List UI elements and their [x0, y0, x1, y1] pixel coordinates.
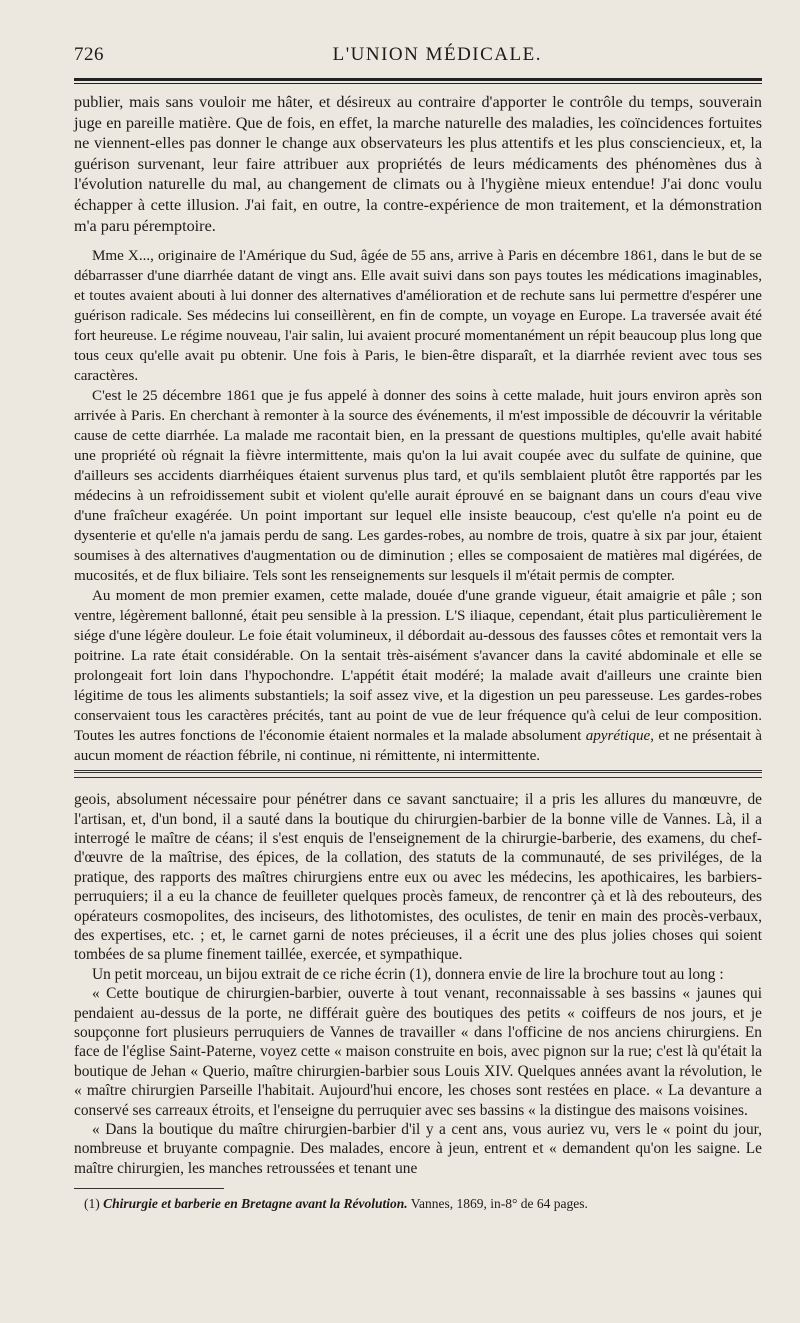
paragraph-exam-text: Au moment de mon premier examen, cette malade, douée d'une grande vigueur, était amaigrie et pâle ; son ventre, légèrement ballonné, était peu sensible à la pression. L'S iliaque, cependant, était plus particulièrement le siége d'une légère douleur. Le foie était volumineux, il débordait au-dessous des fausses côtes et remontait vers la poitrine. La rate était considérable. On la sentait très-aisément s'avancer dans la cavité abdominale et elle se prolongeait fort loin dans l'hypochondre. L'appétit était modéré; la malade avait d'ailleurs une crainte bien légitime de tous les aliments substantiels; la soif assez vive, et la digestion un peu paresseuse. Les gardes-robes conservaient tous les caractères précités, tant au point de vue de leur fréquence qu'à celui de leur composition. Toutes les autres fonctions de l'économie étaient normales et la malade absolument — [74, 588, 762, 745]
page-number: 726 — [74, 44, 104, 65]
footnote-details: Vannes, 1869, in-8° de 64 pages. — [410, 1196, 588, 1212]
lower-column — [74, 778, 762, 1178]
running-head: L'UNION MÉDICALE. — [332, 44, 542, 65]
paragraph-feuilleton: geois, absolument nécessaire pour pénétrer dans ce savant sanctuaire; il a pris les allures du manœuvre, de l'artisan, et, d'un bond, il a sauté dans la boutique du chirurgien-barbier de la bonne ville de Vannes. Là, il a interrogé le maître de céans; il s'est enquis de l'enseignement de la chirurgie-barberie, des examens, du chef-d'œuvre de la maîtrise, des épices, de la collation, des statuts de la communauté, de ses priviléges, de la pratique, des rapports des maîtres chirurgiens entre eux ou avec les médecins, les apothicaires, les barbiers-perruquiers; il a eu la chance de feuilleter quelques procès fameux, de rencontrer çà et là des rebouteurs, des opérateurs cosmopolites, des inciseurs, des lithotomistes, des oculistes, de tenir en main des procès-verbaux, des expertises, etc. ; et, le carnet garni de notes précieuses, il a écrit une des plus jolies choses qui soient tombées de sa plume finement taillée, exercée, et sympathique. — [74, 791, 762, 964]
paragraph-history: C'est le 25 décembre 1861 que je fus appelé à donner des soins à cette malade, huit jours environ après son arrivée à Paris. En cherchant à remonter à la source des événements, il m'est impossible de découvrir la véritable cause de cette diarrhée. La malade me racontait bien, en la pressant de questions multiples, qu'elle avait habité une propriété où régnait la fièvre intermittente, mais qu'on la lui avait coupée avec du sulfate de quinine, que d'ailleurs ses accidents diarrhéiques étaient survenus plus tard, et qu'ils semblaient plutôt être rapportés par les médecins à un refroidissement subit et violent qu'elle aurait éprouvé en se baignant dans un cours d'eau vive d'une fraîcheur exagérée. Un point important sur lequel elle insiste beaucoup, c'est qu'elle n'a point eu de dysenterie et qu'elle n'a jamais perdu de sang. Les gardes-robes, au nombre de trois, quatre à six par jour, étaient soumises à des alternatives d'augmentation ou de diminution ; elles se composaient de matières mal digérées, de mucosités, et de flux biliaire. Tels sont les renseignements sur lesquels il m'était permis de compter. — [74, 388, 762, 585]
quote-dans-la-boutique: « Dans la boutique du maître chirurgien-barbier d'il y a cent ans, vous auriez vu, vers le « point du jour, nombreuse et bruyante compagnie. Des malades, encore à jeun, entrent et « demandent qu'on les saigne. Le maître chirurgien, les manches retroussées et tenant une — [74, 1121, 762, 1177]
paragraph-exam — [74, 586, 762, 766]
paragraph-intro: publier, mais sans vouloir me hâter, et désireux au contraire d'apporter le contrôle du temps, souverain juge en pareille matière. Que de fois, en effet, la marche naturelle des maladies, les coïncidences fortuites ne viennent-elles pas donner le change aux observateurs les plus attentifs et les plus consciencieux, et, la guérison survenant, leur faire attribuer aux propriétés de leurs médicaments des phénomènes dus à l'évolution naturelle du mal, au changement de climats ou à l'hygiène mieux entendue! J'ai donc voulu échapper à cette illusion. J'ai fait, en outre, la contre-expérience de mon traitement, et la démonstration m'a paru péremptoire. — [74, 93, 762, 235]
paragraph-excerpt-intro: Un petit morceau, un bijou extrait de ce riche écrin (1), donnera envie de lire la brochure tout au long : — [92, 965, 724, 983]
quote-boutique: « Cette boutique de chirurgien-barbier, ouverte à tout venant, reconnaissable à ses bassins « jaunes qui pendaient au-dessus de la porte, ne différait guère des boutiques des petits « coiffeurs de nos jours, et je soupçonne fort plusieurs perruquiers de Vannes de travailler « dans l'officine de nos anciens chirurgiens. En face de l'église Saint-Paterne, voyez cette « maison construite en bois, avec pignon sur la rue; c'est là qu'était la boutique de Jehan « Querio, maître chirurgien-barbier sous Louis XIV. Quelques années avant la révolution, le « maître chirurgien Parseille l'habitait. Aujourd'hui encore, les choses sont restées en place. « La devanture a conservé ses carreaux étroits, et l'enseigne du perruquier avec ses bassins « la distingue des maisons voisines. — [74, 985, 762, 1119]
page-header — [74, 44, 762, 78]
footnote-title: Chirurgie et barberie en Bretagne avant la Révolution. — [103, 1196, 408, 1212]
section-separator — [74, 770, 762, 778]
footnote-marker: (1) — [84, 1196, 100, 1212]
upper-column — [74, 84, 762, 766]
paragraph-case: Mme X..., originaire de l'Amérique du Sud, âgée de 55 ans, arrive à Paris en décembre 1861, dans le but de se débarrasser d'une diarrhée datant de vingt ans. Elle avait suivi dans son pays toutes les médications imaginables, et toutes avaient abouti à lui donner des alternatives d'amélioration et de rechute sans lui permettre d'espérer une guérison radicale. Ses médecins lui conseillèrent, en fin de compte, un voyage en Europe. La traversée avait été fort heureuse. Le régime nouveau, l'air salin, lui avaient procuré momentanément un répit beaucoup plus long que tous ceux qu'elle avait pu obtenir. Une fois à Paris, le bien-être disparaît, et la diarrhée revient avec tous ses caractères. — [74, 248, 762, 385]
footnote — [74, 1189, 762, 1213]
header-rule — [74, 78, 762, 81]
paragraph-exam-tail: , et ne présentait à aucun moment de réaction fébrile, ni continue, ni rémittente, ni intermittente. — [74, 728, 762, 765]
apyretique-term: apyrétique — [585, 728, 651, 745]
